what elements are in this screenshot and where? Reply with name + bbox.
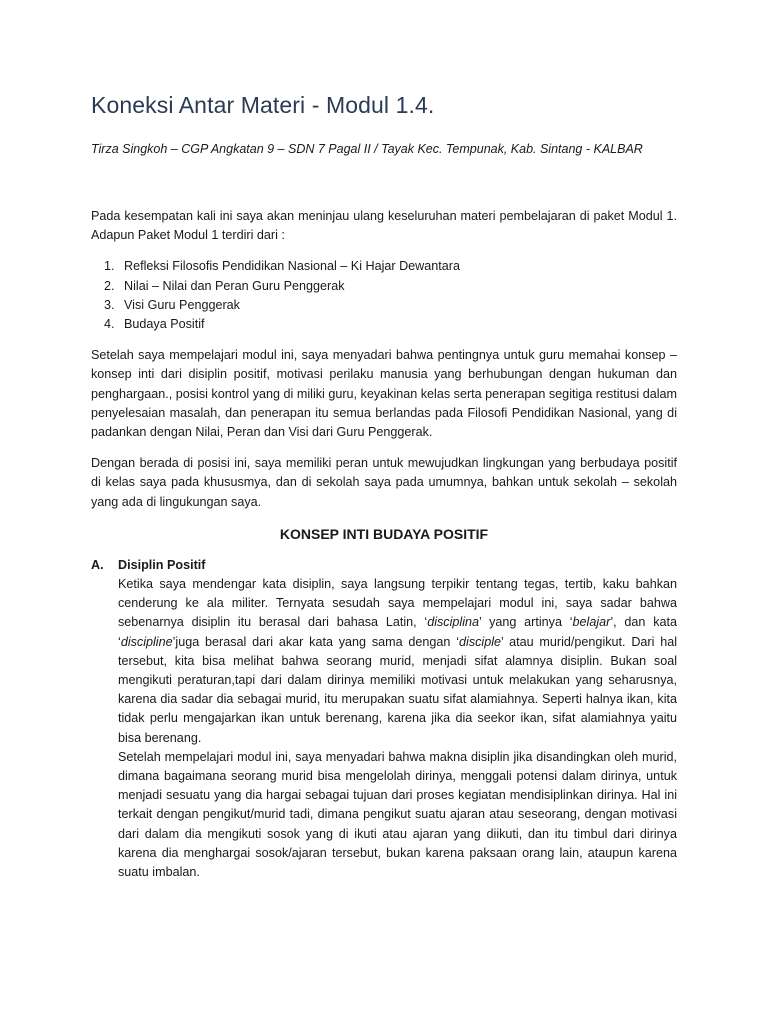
list-item: 4. Budaya Positif (118, 315, 677, 334)
author-line: Tirza Singkoh – CGP Angkatan 9 – SDN 7 Pagal II / Tayak Kec. Tempunak, Kab. Sintang - KALBAR (91, 142, 643, 156)
intro-paragraph: Pada kesempatan kali ini saya akan meninjau ulang keseluruhan materi pembelajaran di paket Modul 1. Adapun Paket Modul 1 terdiri dari : (91, 209, 677, 243)
list-item: 3. Visi Guru Penggerak (118, 296, 677, 315)
document-title: Koneksi Antar Materi - Modul 1.4. (91, 92, 435, 118)
paragraph-role: Dengan berada di posisi ini, saya memiliki peran untuk mewujudkan lingkungan yang berbudaya positif di kelas saya pada khususmya, dan di sekolah saya pada umumnya, bahkan untuk sekolah – sekolah yang ada di lingukungan saya. (91, 456, 677, 509)
subsection-body (118, 556, 677, 882)
document-body (91, 207, 677, 882)
module-list (91, 257, 677, 334)
paragraph-reflection: Setelah saya mempelajari modul ini, saya menyadari bahwa pentingnya untuk guru memahai konsep – konsep inti dari disiplin positif, motivasi perilaku manusia yang berhubungan dengan hukuman dan penghargaan., posisi kontrol yang di miliki guru, keyakinan kelas serta penerapan segitiga restitusi dalam penyelesaian masalah, dan penerapan itu semua berlandas pada Filosofi Pendidikan Nasional, yang di padankan dengan Nilai, Peran dan Visi dari Guru Penggerak. (91, 348, 677, 440)
section-heading: KONSEP INTI BUDAYA POSITIF (279, 525, 489, 542)
subsection-disiplin-positif (91, 556, 677, 882)
list-item: 2. Nilai – Nilai dan Peran Guru Penggerak (118, 277, 677, 296)
subsection-letter: A. (91, 557, 104, 572)
list-item: 1. Refleksi Filosofis Pendidikan Nasional – Ki Hajar Dewantara (118, 257, 677, 276)
subsection-title: Disiplin Positif (118, 557, 206, 572)
subsection-paragraph-2: Setelah mempelajari modul ini, saya menyadari bahwa makna disiplin jika disandingkan oleh murid, dimana bagaimana seorang murid bisa mengelolah dirinya, menggali potensi dalam dirinya, untuk menjadi sesuatu yang dia hargai sebagai tujuan dari proses kegiatan mendisiplinkan dirinya. Hal ini terkait dengan pengikut/murid tadi, dimana pengikut suatu ajaran atau seseorang, dengan motivasi dari dalam dia mengikuti sosok yang di ikuti atau ajaran yang diikuti, dan itu timbul dari dirinya karena dia menghargai sosok/ajaran tersebut, bukan karena paksaan orang lain, ataupun karena suatu imbalan. (118, 749, 677, 880)
subsection-paragraph-1: Ketika saya mendengar kata disiplin, saya langsung terpikir tentang tegas, tertib, kaku bahkan cenderung ke ala militer. Ternyata sesudah saya mempelajari modul ini, saya sadar bahwa sebenarnya disiplin itu berasal dari bahasa Latin, ‘disciplina’ yang artinya ‘belajar’, dan kata ‘discipline’juga berasal dari akar kata yang sama dengan ‘disciple’ atau murid/pengikut. Dari hal tersebut, kita bisa melihat bahwa seorang murid, menjadi sifat alamnya disiplin. Bukan soal mengikuti peraturan,tapi dari dalam dirinya memiliki motivasi untuk melakukan yang seharusnya, karena dia sadar dia sebagai murid, itu merupakan suatu sifat alamiahnya. Seperti halnya ikan, kita tidak perlu mengajarkan ikan untuk berenang, karena jika dia seekor ikan, sifat alamiahnya yaitu bisa berenang. (118, 577, 677, 745)
